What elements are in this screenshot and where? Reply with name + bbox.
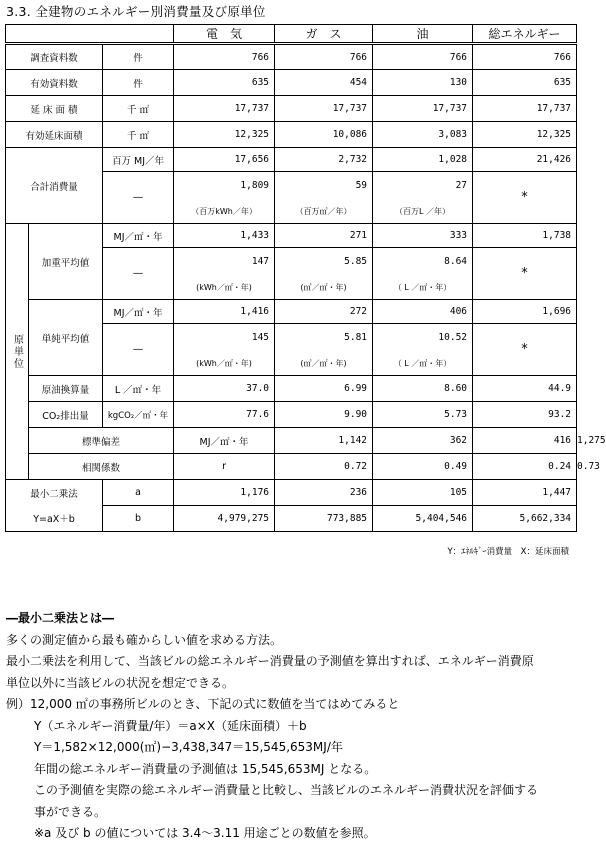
cell-value: 635: [174, 70, 275, 96]
table-row: [6, 148, 577, 172]
unit-note: (kWh／㎡・年): [174, 276, 275, 300]
row-label: 有効資料数: [6, 70, 103, 96]
cell-value: 766: [275, 44, 373, 70]
table-row: 相関係数 r 0.72 0.49 0.24 0.73: [6, 454, 577, 480]
row-unit: 千 ㎡: [103, 96, 174, 122]
row-unit: 件: [103, 44, 174, 70]
unit-note: （百万kWh／年）: [174, 200, 275, 224]
explanation-line: 最小二乗法を利用して、当該ビルの総エネルギー消費量の予測値を算出すれば、エネルギー消費原: [6, 654, 534, 668]
row-unit: b: [103, 506, 174, 532]
cell-value: 406: [373, 300, 473, 324]
table-row: [6, 506, 577, 532]
cell-value: 12,325: [473, 122, 577, 148]
table-header-row: [6, 25, 577, 44]
cell-value: 44.9: [473, 376, 577, 402]
cell-value: 1,433: [174, 224, 275, 248]
row-label: 合計消費量: [6, 148, 103, 224]
cell-value: 17,656: [174, 148, 275, 172]
cell-value: 147: [174, 248, 275, 276]
cell-value: 0.72: [275, 454, 373, 480]
cell-value: 37.0: [174, 376, 275, 402]
row-unit: MJ／㎡・年: [103, 224, 174, 248]
cell-value: 1,028: [373, 148, 473, 172]
explanation-line: 事ができる。: [34, 804, 107, 819]
cell-value: 5.85: [275, 248, 373, 276]
cell-value: 105: [373, 480, 473, 506]
cell-value: 773,885: [275, 506, 373, 532]
cell-value: 416: [473, 428, 577, 454]
cell-value: *: [473, 172, 577, 224]
cell-value: 272: [275, 300, 373, 324]
cell-value: 17,737: [373, 96, 473, 122]
row-unit: L ／㎡・年: [103, 376, 174, 402]
cell-value: 17,737: [174, 96, 275, 122]
cell-value: 1,738: [473, 224, 577, 248]
row-unit: kgCO₂／㎡・年: [103, 402, 174, 428]
header-gas: ガ ス: [275, 25, 373, 44]
table-row: [6, 402, 577, 428]
unit-note: （百万㎥／年）: [275, 200, 373, 224]
cell-value: 1,696: [473, 300, 577, 324]
cell-value: 5,404,546: [373, 506, 473, 532]
row-label: 原油換算量: [29, 376, 103, 402]
cell-value: 5.73: [373, 402, 473, 428]
cell-value: 1,142: [275, 428, 373, 454]
row-unit: a: [103, 480, 174, 506]
table-row: [6, 480, 577, 506]
header-total-energy: 総エネルギー: [473, 25, 577, 44]
cell-value: 21,426: [473, 148, 577, 172]
cell-value: 8.60: [373, 376, 473, 402]
cell-value: 5,662,334: [473, 506, 577, 532]
row-unit: ―: [103, 172, 174, 224]
row-label: 単純平均値: [29, 300, 103, 376]
cell-value: 8.64: [373, 248, 473, 276]
cell-value: 1,176: [174, 480, 275, 506]
cell-value: 3,083: [373, 122, 473, 148]
row-unit: 千 ㎡: [103, 122, 174, 148]
cell-value: 1,809: [174, 172, 275, 200]
group-label-unit-intensity: 原単位: [6, 224, 29, 480]
row-label: 延 床 面 積: [6, 96, 103, 122]
table-row: [6, 300, 577, 324]
row-label: 標準偏差: [29, 428, 174, 454]
cell-value: 130: [373, 70, 473, 96]
explanation-line: Y＝1,582×12,000(㎡)−3,438,347＝15,545,653MJ/年: [34, 740, 343, 754]
cell-value: 635: [473, 70, 577, 96]
explanation-line: 例）12,000 ㎡の事務所ビルのとき、下記の式に数値を当てはめてみると: [6, 697, 400, 711]
cell-value: 5.81: [275, 324, 373, 352]
table-row: [6, 224, 577, 248]
table-row: [6, 96, 577, 122]
explanation-line: ※a 及び b の値については 3.4〜3.11 用途ごとの数値を参照。: [34, 826, 376, 840]
row-label: CO₂排出量: [29, 402, 103, 428]
unit-note: (㎥／㎡・年): [275, 276, 373, 300]
cell-value: 236: [275, 480, 373, 506]
header-electric: 電 気: [174, 25, 275, 44]
explanation-line: 年間の総エネルギー消費量の予測値は 15,545,653MJ となる。: [34, 761, 377, 776]
explanation-line: 多くの測定値から最も確からしい値を求める方法。: [6, 632, 283, 647]
unit-note: (㎥／㎡・年): [275, 352, 373, 376]
cell-value: *: [473, 248, 577, 300]
cell-value: 4,979,275: [174, 506, 275, 532]
cell-value: 2,732: [275, 148, 373, 172]
cell-value: 766: [174, 44, 275, 70]
table-row: [6, 44, 577, 70]
unit-note: (kWh／㎡・年): [174, 352, 275, 376]
table-row: [6, 376, 577, 402]
cell-value: 10,086: [275, 122, 373, 148]
cell-value: 17,737: [275, 96, 373, 122]
cell-value: 12,325: [174, 122, 275, 148]
table-row: 標準偏差 MJ／㎡・年 1,142 362 416 1,275: [6, 428, 577, 454]
cell-value: 77.6: [174, 402, 275, 428]
unit-note: （ L ／㎡・年）: [373, 276, 473, 300]
explanation-line: この予測値を実際の総エネルギー消費量と比較し、当該ビルのエネルギー消費状況を評価する: [34, 783, 539, 797]
cell-value: 93.2: [473, 402, 577, 428]
cell-value: 1,416: [174, 300, 275, 324]
row-unit: ―: [103, 324, 174, 376]
explanation-line: Y（エネルギー消費量/年）＝a×X（延床面積）＋b: [34, 718, 307, 733]
cell-value: 10.52: [373, 324, 473, 352]
table-row: [6, 122, 577, 148]
row-label: 相関係数: [29, 454, 174, 480]
row-unit: r: [174, 454, 275, 480]
row-label: 加重平均値: [29, 224, 103, 300]
row-label: 有効延床面積: [6, 122, 103, 148]
cell-value: 0.24: [473, 454, 577, 480]
explanation-heading: ―最小二乗法とは―: [6, 611, 115, 625]
unit-note: （百万L ／年）: [373, 200, 473, 224]
explanation-line: 単位以外に当該ビルの状況を想定できる。: [6, 675, 235, 690]
energy-table: [5, 24, 606, 532]
cell-value: 271: [275, 224, 373, 248]
cell-value: *: [473, 324, 577, 376]
cell-value: 766: [473, 44, 577, 70]
table-row: [6, 70, 577, 96]
page-title: 3.3. 全建物のエネルギー別消費量及び原単位: [6, 4, 266, 19]
table-footnote: Y：ｴﾈﾙｷﾞｰ消費量 X：延床面積: [447, 547, 569, 557]
header-oil: 油: [373, 25, 473, 44]
row-label: 最小二乗法: [6, 480, 103, 506]
cell-value: 27: [373, 172, 473, 200]
row-unit: MJ／㎡・年: [103, 300, 174, 324]
cell-value: 59: [275, 172, 373, 200]
cell-value: 1,447: [473, 480, 577, 506]
cell-value: 145: [174, 324, 275, 352]
cell-value: 9.90: [275, 402, 373, 428]
cell-value: 6.99: [275, 376, 373, 402]
row-unit: MJ／㎡・年: [174, 428, 275, 454]
cell-value: 0.49: [373, 454, 473, 480]
explanation-section: [6, 608, 580, 845]
cell-value: 362: [373, 428, 473, 454]
cell-value: 454: [275, 70, 373, 96]
row-unit: ―: [103, 248, 174, 300]
row-unit: 件: [103, 70, 174, 96]
unit-note: （ L ／㎡・年）: [373, 352, 473, 376]
row-label: Y=aX＋b: [6, 506, 103, 532]
cell-value: 766: [373, 44, 473, 70]
row-unit: 百万 MJ／年: [103, 148, 174, 172]
row-label: 調査資料数: [6, 44, 103, 70]
cell-value: 17,737: [473, 96, 577, 122]
cell-value: 333: [373, 224, 473, 248]
